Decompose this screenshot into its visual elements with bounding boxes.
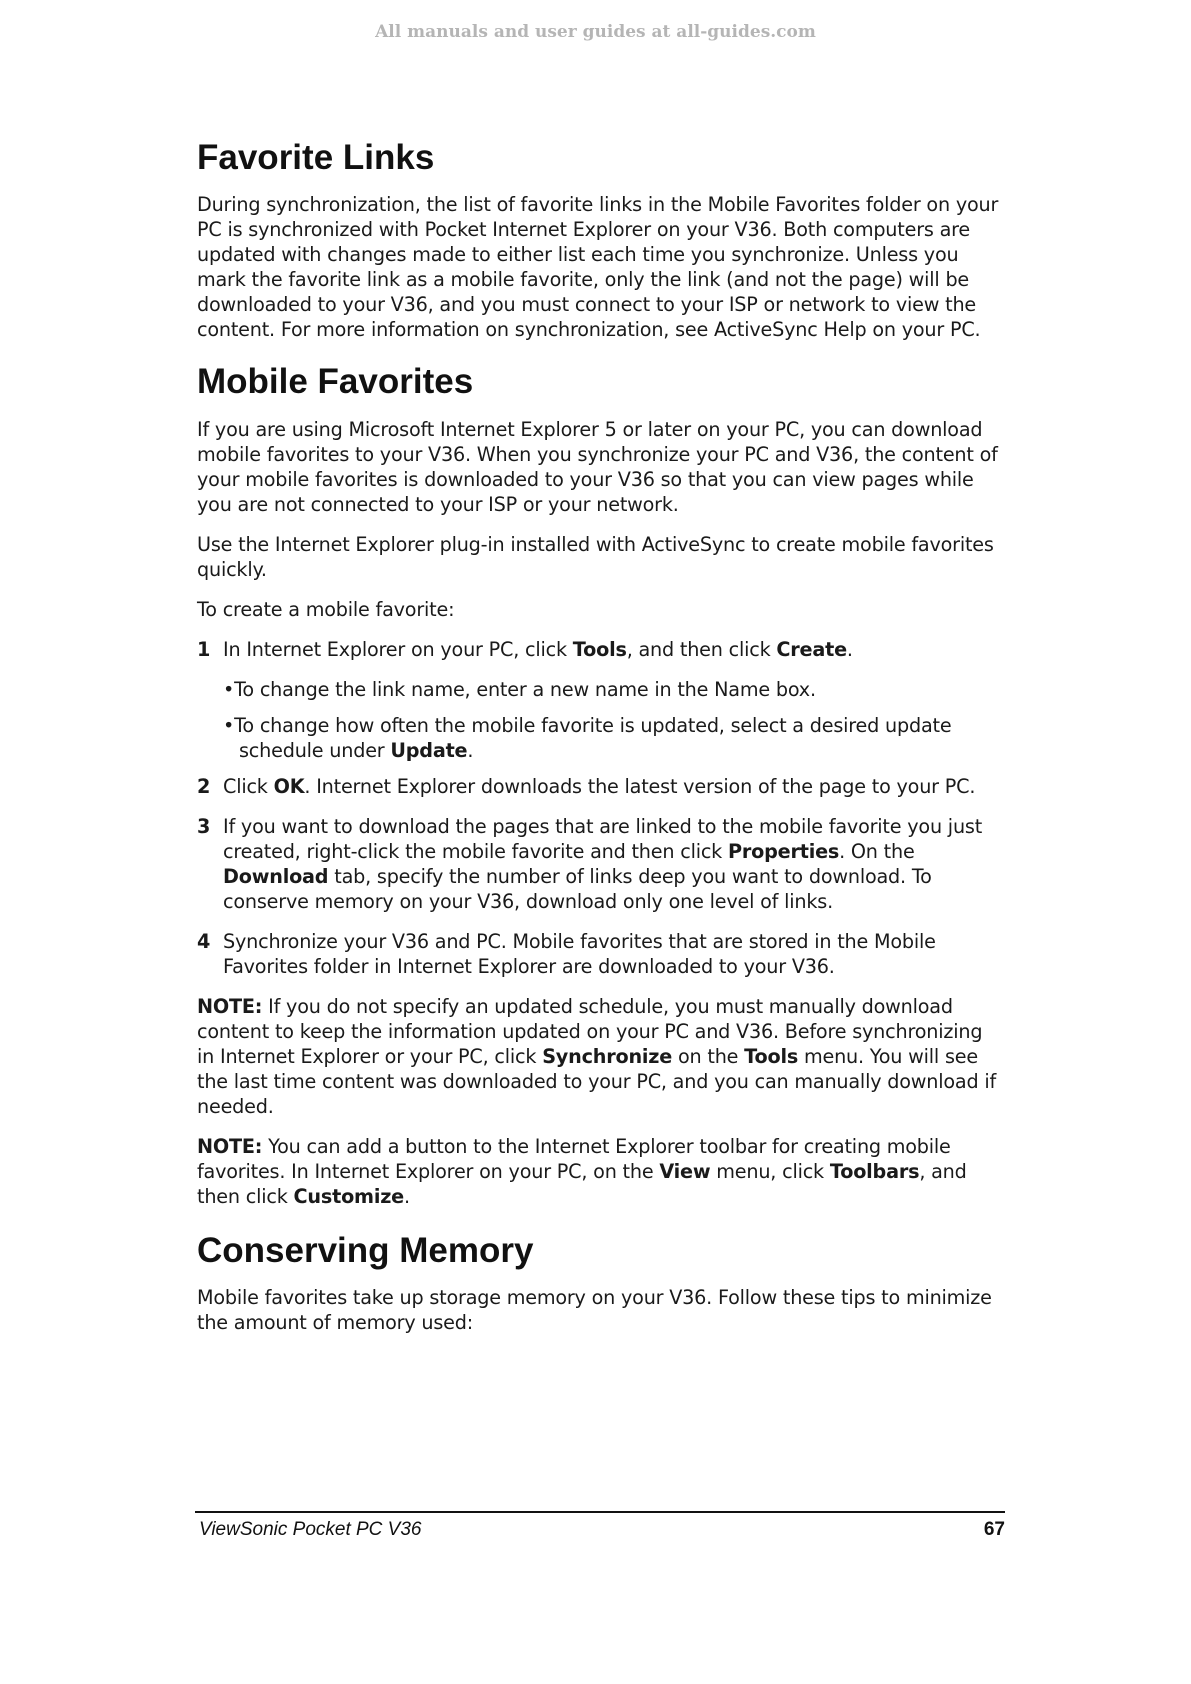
paragraph-create-intro: To create a mobile favorite: bbox=[197, 597, 455, 621]
heading-conserving-memory: Conserving Memory bbox=[197, 1230, 534, 1270]
watermark: All manuals and user guides at all-guides.com bbox=[375, 22, 816, 42]
step-1 bbox=[197, 637, 1005, 662]
bullet-text: •To change how often the mobile favorite is updated, select a desired update schedule under bbox=[223, 713, 952, 762]
heading-favorite-links: Favorite Links bbox=[197, 138, 435, 177]
note-bold: Tools bbox=[744, 1044, 799, 1068]
page-content bbox=[197, 138, 1005, 1350]
note-bold: Customize bbox=[293, 1184, 404, 1208]
step-text: . Internet Explorer downloads the latest version of the page to your PC. bbox=[304, 774, 976, 798]
paragraph-plugin: Use the Internet Explorer plug-in installed with ActiveSync to create mobile favorites quickly. bbox=[197, 532, 994, 581]
step-number: 3 bbox=[197, 814, 211, 838]
note-text: You can add a button to the Internet Explorer toolbar for creating mobile favorites. In Internet Explorer on your PC, on the bbox=[197, 1134, 951, 1183]
step-text: . bbox=[846, 637, 853, 661]
note-text: . bbox=[404, 1184, 410, 1208]
note-text: menu. You will see the last time content was downloaded to your PC, and you can manually download if needed. bbox=[197, 1044, 997, 1118]
footer-divider bbox=[195, 1511, 1005, 1513]
step-2 bbox=[197, 774, 1005, 799]
section-conserving-memory bbox=[197, 1231, 1005, 1335]
note-text: If you do not specify an updated schedule, you must manually download content to keep the information updated on your PC and V36. Before synchronizing in Internet Explorer or your PC, click bbox=[197, 994, 983, 1068]
bullet-text: . bbox=[467, 738, 474, 762]
note-label: NOTE: bbox=[197, 1134, 263, 1158]
step-bold: Create bbox=[776, 637, 847, 661]
step-bold: Properties bbox=[728, 839, 840, 863]
paragraph-favorite-links: During synchronization, the list of favorite links in the Mobile Favorites folder on your PC is synchronized with Pocket Internet Explorer on your V36. Both computers are updated with changes made to either list each time you synchronize. Unless you mark the favorite link as a mobile favorite, only the link (and not the page) will be downloaded to your V36, and you must connect to your ISP or network to view the content. For more information on synchronization, see ActiveSync Help on your PC. bbox=[197, 193, 999, 342]
step-bold: OK bbox=[273, 774, 305, 798]
step-bold: Download bbox=[223, 864, 329, 888]
step-number: 2 bbox=[197, 774, 211, 798]
page-number: 67 bbox=[983, 1519, 1005, 1540]
step-bold: Tools bbox=[572, 637, 627, 661]
note-toolbar-button bbox=[197, 1134, 1005, 1209]
note-text: menu, click bbox=[710, 1159, 830, 1183]
step-text: , and then click bbox=[626, 637, 777, 661]
section-favorite-links bbox=[197, 138, 1005, 342]
step-number: 1 bbox=[197, 637, 211, 661]
bullet-update-schedule bbox=[197, 713, 1005, 763]
heading-mobile-favorites: Mobile Favorites bbox=[197, 362, 474, 402]
step-text: tab, specify the number of links deep you want to download. To conserve memory on your V36, download only one level of links. bbox=[223, 864, 932, 913]
step-3 bbox=[197, 814, 1005, 914]
note-text: , and then click bbox=[197, 1159, 967, 1208]
step-text: Synchronize your V36 and PC. Mobile favorites that are stored in the Mobile Favorites folder in Internet Explorer are downloaded to your V36. bbox=[223, 929, 936, 978]
section-mobile-favorites bbox=[197, 362, 1005, 1208]
note-bold: Toolbars bbox=[829, 1159, 920, 1183]
step-text: Click bbox=[223, 774, 274, 798]
bullet-bold: Update bbox=[390, 738, 468, 762]
note-text: on the bbox=[672, 1044, 745, 1068]
paragraph-conserving-memory: Mobile favorites take up storage memory on your V36. Follow these tips to minimize the amount of memory used: bbox=[197, 1285, 992, 1334]
paragraph-mobile-favorites-intro: If you are using Microsoft Internet Explorer 5 or later on your PC, you can download mobile favorites to your V36. When you synchronize your PC and V36, the content of your mobile favorites is downloaded to your V36 so that you can view pages while you are not connected to your ISP or your network. bbox=[197, 417, 998, 516]
note-bold: View bbox=[659, 1159, 711, 1183]
footer-product-name: ViewSonic Pocket PC V36 bbox=[199, 1519, 422, 1540]
bullet-link-name: •To change the link name, enter a new name in the Name box. bbox=[223, 677, 816, 701]
note-label: NOTE: bbox=[197, 994, 263, 1018]
step-text: . On the bbox=[839, 839, 915, 863]
step-text: If you want to download the pages that are linked to the mobile favorite you just created, right-click the mobile favorite and then click bbox=[223, 814, 983, 863]
note-bold: Synchronize bbox=[542, 1044, 673, 1068]
step-text: In Internet Explorer on your PC, click bbox=[223, 637, 573, 661]
step-4 bbox=[197, 929, 1005, 979]
note-update-schedule bbox=[197, 994, 1005, 1119]
step-number: 4 bbox=[197, 929, 211, 953]
